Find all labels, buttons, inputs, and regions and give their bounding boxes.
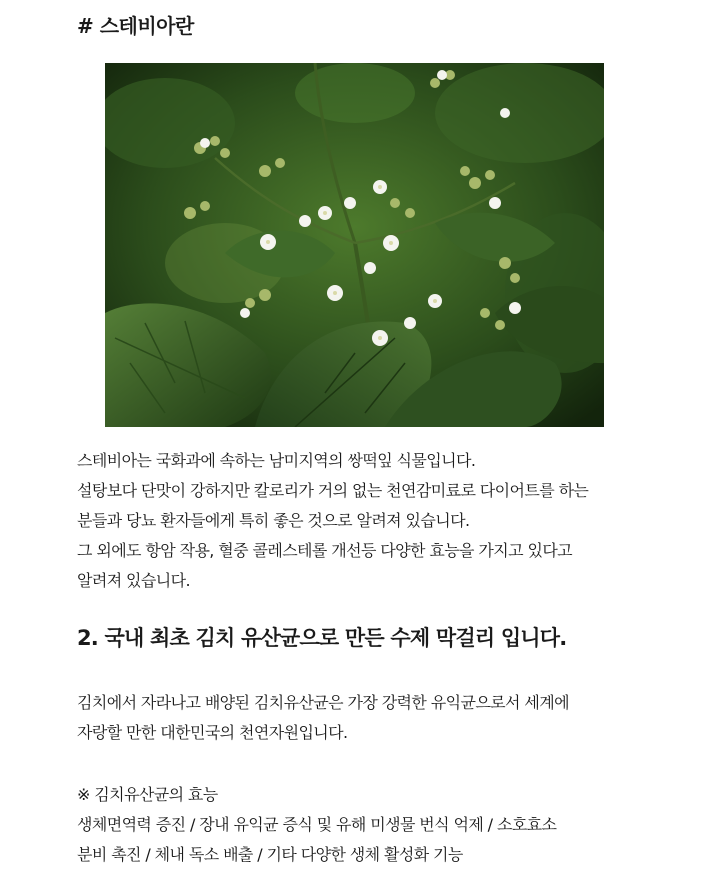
- text-line: 분들과 당뇨 환자들에게 특히 좋은 것으로 알려져 있습니다.: [77, 511, 470, 530]
- text-line: 자랑할 만한 대한민국의 천연자원입니다.: [77, 723, 348, 742]
- stevia-plant-image: [105, 63, 604, 427]
- kimchi-description: [77, 688, 569, 748]
- text-line: 생체면역력 증진 / 장내 유익균 증식 및 유해 미생물 번식 억제 / 소호효소: [77, 815, 557, 834]
- text-line: 설탕보다 단맛이 강하지만 칼로리가 거의 없는 천연감미료로 다이어트를 하는: [77, 481, 589, 500]
- stevia-description: [77, 446, 588, 596]
- text-line: 알려져 있습니다.: [77, 571, 190, 590]
- text-line: 그 외에도 항암 작용, 혈중 콜레스테롤 개선등 다양한 효능을 가지고 있다고: [77, 541, 573, 560]
- text-line: 김치에서 자라나고 배양된 김치유산균은 가장 강력한 유익균으로서 세계에: [77, 693, 569, 712]
- section-heading-stevia: # 스테비아란: [77, 14, 194, 38]
- section-title-kimchi: 2. 국내 최초 김치 유산균으로 만든 수제 막걸리 입니다.: [77, 626, 567, 650]
- kimchi-benefits: [77, 780, 556, 870]
- text-line: 분비 촉진 / 체내 독소 배출 / 기타 다양한 생체 활성화 기능: [77, 845, 463, 864]
- text-line: 스테비아는 국화과에 속하는 남미지역의 쌍떡잎 식물입니다.: [77, 451, 476, 470]
- benefits-heading: ※ 김치유산균의 효능: [77, 785, 218, 804]
